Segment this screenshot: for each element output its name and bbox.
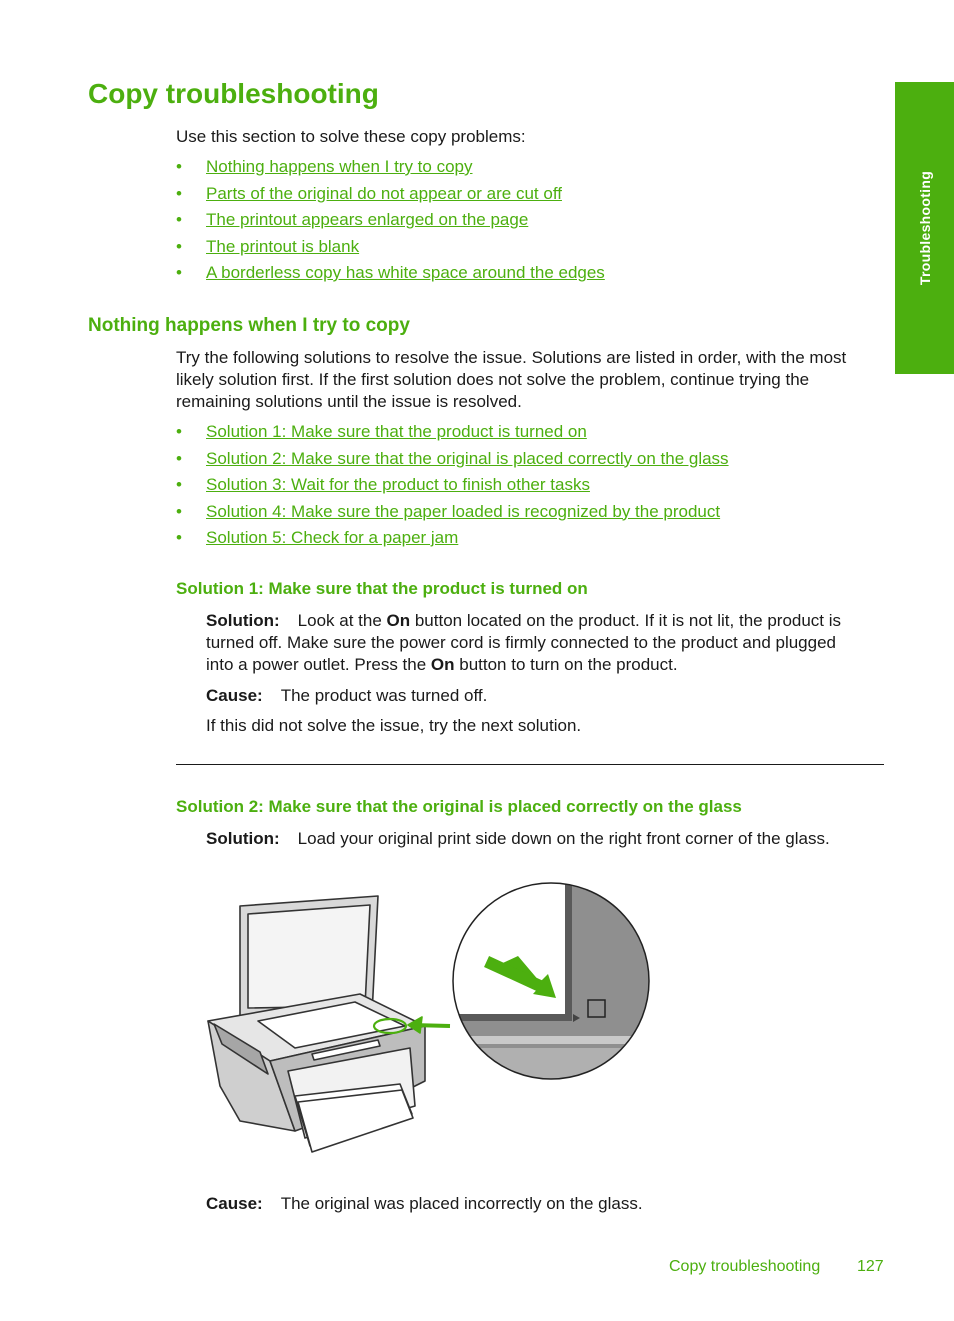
solution2-line xyxy=(206,828,830,850)
list-item xyxy=(176,501,729,528)
section-intro-line3: remaining solutions until the issue is resolved. xyxy=(176,392,522,411)
link-solution-4[interactable]: Solution 4: Make sure the paper loaded is recognized by the product xyxy=(206,501,721,521)
bullet-icon: • xyxy=(176,236,182,256)
list-item xyxy=(176,421,729,448)
link-solution-3[interactable]: Solution 3: Wait for the product to finish other tasks xyxy=(206,475,590,494)
solution1-line1 xyxy=(206,610,841,632)
list-item xyxy=(176,183,605,210)
link-parts-cut-off[interactable]: Parts of the original do not appear or are cut off xyxy=(206,183,562,203)
bullet-icon: • xyxy=(176,183,182,203)
solution1-text-a: Look at the xyxy=(297,611,387,630)
link-borderless-white-space[interactable]: A borderless copy has white space around the edges xyxy=(206,263,605,282)
list-item xyxy=(176,236,605,263)
page-title: Copy troubleshooting xyxy=(88,78,379,109)
bullet-icon: • xyxy=(176,422,182,441)
cause-label: Cause: xyxy=(206,686,263,705)
side-tab-label: Troubleshooting xyxy=(916,170,933,286)
on-button-word: On xyxy=(430,655,455,674)
solution2-cause xyxy=(206,1193,643,1215)
footer-section-label: Copy troubleshooting xyxy=(669,1258,821,1275)
printer-icon xyxy=(208,896,450,1152)
intro-text: Use this section to solve these copy problems: xyxy=(176,127,526,146)
solution1-heading: Solution 1: Make sure that the product is turned on xyxy=(176,579,588,598)
bullet-icon: • xyxy=(176,263,182,282)
cause-text: The original was placed incorrectly on the glass. xyxy=(280,1194,643,1213)
section-intro-line2: likely solution first. If the first solution does not solve the problem, continue trying the xyxy=(176,370,810,389)
link-printout-blank[interactable]: The printout is blank xyxy=(206,236,360,256)
bullet-icon: • xyxy=(176,157,182,176)
solution1-line2: turned off. Make sure the power cord is firmly connected to the product and plugged xyxy=(206,633,836,652)
link-solution-2[interactable]: Solution 2: Make sure that the original is placed correctly on the glass xyxy=(206,448,729,468)
list-item xyxy=(176,527,729,554)
link-printout-enlarged[interactable]: The printout appears enlarged on the page xyxy=(206,210,529,229)
solution1-text-b: button located on the product. If it is not lit, the product is xyxy=(410,611,842,630)
link-solution-1[interactable]: Solution 1: Make sure that the product is turned on xyxy=(206,422,587,441)
solution1-line3b: button to turn on the product. xyxy=(454,655,678,674)
bullet-icon: • xyxy=(176,528,182,547)
side-tab xyxy=(895,82,954,374)
bullet-icon: • xyxy=(176,475,182,494)
bullet-icon: • xyxy=(176,448,182,468)
cause-label: Cause: xyxy=(206,1194,263,1213)
solution1-cause xyxy=(206,685,487,707)
solution2-text: Load your original print side down on the right front corner of the glass. xyxy=(297,829,830,848)
solution-link-list xyxy=(176,421,729,554)
link-solution-5[interactable]: Solution 5: Check for a paper jam xyxy=(206,528,459,547)
solution1-line3a: into a power outlet. Press the xyxy=(206,655,431,674)
section-heading: Nothing happens when I try to copy xyxy=(88,315,410,336)
solution-label: Solution: xyxy=(206,829,280,848)
on-button-word: On xyxy=(386,611,411,630)
problem-link-list xyxy=(176,156,605,289)
bullet-icon: • xyxy=(176,210,182,229)
solution-label: Solution: xyxy=(206,611,280,630)
cause-text: The product was turned off. xyxy=(280,686,488,705)
solution2-heading: Solution 2: Make sure that the original is placed correctly on the glass xyxy=(176,797,742,816)
section-intro-line1: Try the following solutions to resolve the issue. Solutions are listed in order, with the most xyxy=(176,348,847,367)
section-divider xyxy=(176,764,884,765)
solution1-line3 xyxy=(206,654,678,676)
bullet-icon: • xyxy=(176,501,182,521)
link-nothing-happens[interactable]: Nothing happens when I try to copy xyxy=(206,157,473,176)
page-number: 127 xyxy=(857,1258,884,1275)
list-item xyxy=(176,448,729,475)
glass-corner-detail-icon xyxy=(450,876,660,1096)
list-item xyxy=(176,262,605,289)
list-item xyxy=(176,209,605,236)
printer-glass-illustration xyxy=(200,876,660,1166)
list-item xyxy=(176,156,605,183)
list-item xyxy=(176,474,729,501)
solution1-next: If this did not solve the issue, try the next solution. xyxy=(206,716,582,735)
